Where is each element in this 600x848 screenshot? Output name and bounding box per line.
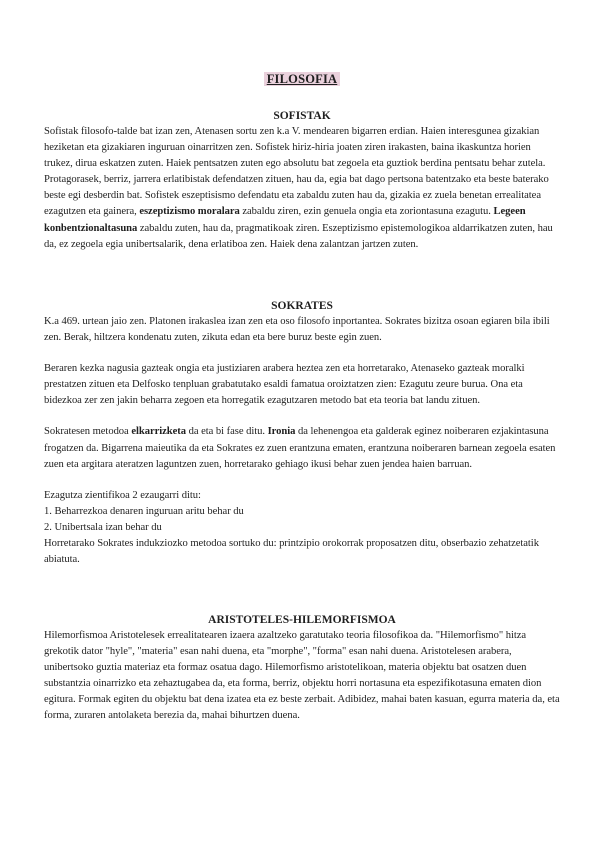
sokrates-method-text: Horretarako Sokrates indukziozko metodoa sortuko du: printzipio orokorrak proposatzen ditu, obserbazio zehatzetatik abiatuta.: [44, 538, 539, 566]
sokrates-paragraph-1: K.a 469. urtean jaio zen. Platonen irakaslea izan zen eta oso filosofo inportantea. Sokrates bizitza osoan egiaren bila ibili zen. Berak, hiltzera kondenatu zuten, zikuta edan eta bere buruz beste egin zuen.: [44, 316, 550, 344]
sokrates-paragraph-3: Sokratesen metodoa elkarrizketa da eta bi fase ditu. Ironia da lehenengoa eta galderak eginez noiberaren ezjakintasuna frogatzen da. Bigarrena maieutika da eta Sokrates ez zuen erantzuna ematen, erantzuna noiberaren barnean zegoela esaten zuen eta argitara ateratzen laguntzen zuen, horretarako gehiago ikusi behar zuen jendea haien barruan.: [44, 426, 556, 470]
section-aristoteles: [44, 612, 560, 725]
section-sofistak: [44, 108, 560, 253]
section-heading-sofistak: SOFISTAK: [273, 110, 331, 122]
sokrates-paragraph-2: Beraren kezka nagusia gazteak ongia eta justiziaren arabera heztea zen eta horretarako, Atenaseko gazteak moralki prestatzen zituen eta Delfosko tenpluan grabatutako esaldi famatua oroiztatzen zien: Ezagutu zeure burua. Ona eta bidezkoa zer zen jakin beharra zegoen eta horregatik ezagutzaren metodo bat eta teoria bat landu zituen.: [44, 363, 525, 407]
document-title: FILOSOFIA: [44, 72, 560, 87]
section-heading-aristoteles: ARISTOTELES-HILEMORFISMOA: [208, 614, 396, 626]
aristoteles-paragraph: Hilemorfismoa Aristotelesek errealitatearen izaera azaltzeko garatutako teoria filosofikoa da. "Hilemorfismo" hitza grekotik dator "hyle", "materia" esan nahi duena, eta "morphe", "forma" esan nahi duena. Aristotelesen arabera, unibertsoko guztia materiaz eta formaz osatua dago. Hilemorfismo aristotelikoan, materia objektu bat osatzen duen substantzia oinarrizko eta zehaztugabea da, eta forma, berriz, objektu horri nortasuna eta espezifikotasuna ematen dion egitura. Formak egiten du objektu bat dena izatea eta ez beste zerbait. Adibidez, mahai baten kasuan, egurra materia da, eta forma, zuraren antolaketa berezia da, mahai bihurtzen duena.: [44, 630, 560, 722]
bold-term: Ironia: [267, 426, 296, 438]
sofistak-paragraph: Sofistak filosofo-talde bat izan zen, Atenasen sortu zen k.a V. mendearen bigarren erdian. Haien interesgunea gizakian heziketan eta gizakiaren inguruan oinarritzen zen. Sofistek hiriz-hiria joaten ziren irakasten, baina ikaskuntza horien trukez, dirua eskatzen zuten. Haiek pentsatzen zuten ego absolutu bat zegoela eta guztiok berdina pentsatu behar zutela. Protagorasek, berriz, jarrera erlatibistak defendatzen zituen, hau da, egia bat dago pertsona batentzako eta beste baterako beste egi desberdin bat. Sofistek eszeptisismo defendatu eta zabaldu zuten hau da, gizakia ez zuela benetan errealitatea ezagutzen eta gainera, eszeptizismo moralara zabaldu ziren, ezin genuela ongia eta zoriontasuna ezagutu. Legeen konbentzionaltasuna zabaldu zuten, hau da, pragmatikoak ziren. Eszeptizismo epistemologikoa aldarrikatzen zuten, hau da, ez zegoela egia unibertsalarik, dena erlatiboa zen. Haiek dena zalantzan jartzen zuten.: [44, 126, 553, 250]
sokrates-list-item-2: 2. Unibertsala izan behar du: [44, 521, 162, 533]
section-sokrates: [44, 298, 560, 568]
section-heading-sokrates: SOKRATES: [271, 300, 333, 312]
bold-term: Legeen konbentzionaltasuna: [44, 206, 526, 234]
sokrates-list-item-1: 1. Beharrezkoa denaren inguruan aritu behar du: [44, 505, 244, 517]
sokrates-list-intro: Ezagutza zientifikoa 2 ezaugarri ditu:: [44, 489, 201, 501]
bold-term: eszeptizismo moralara: [139, 206, 240, 218]
bold-term: elkarrizketa: [131, 426, 187, 438]
